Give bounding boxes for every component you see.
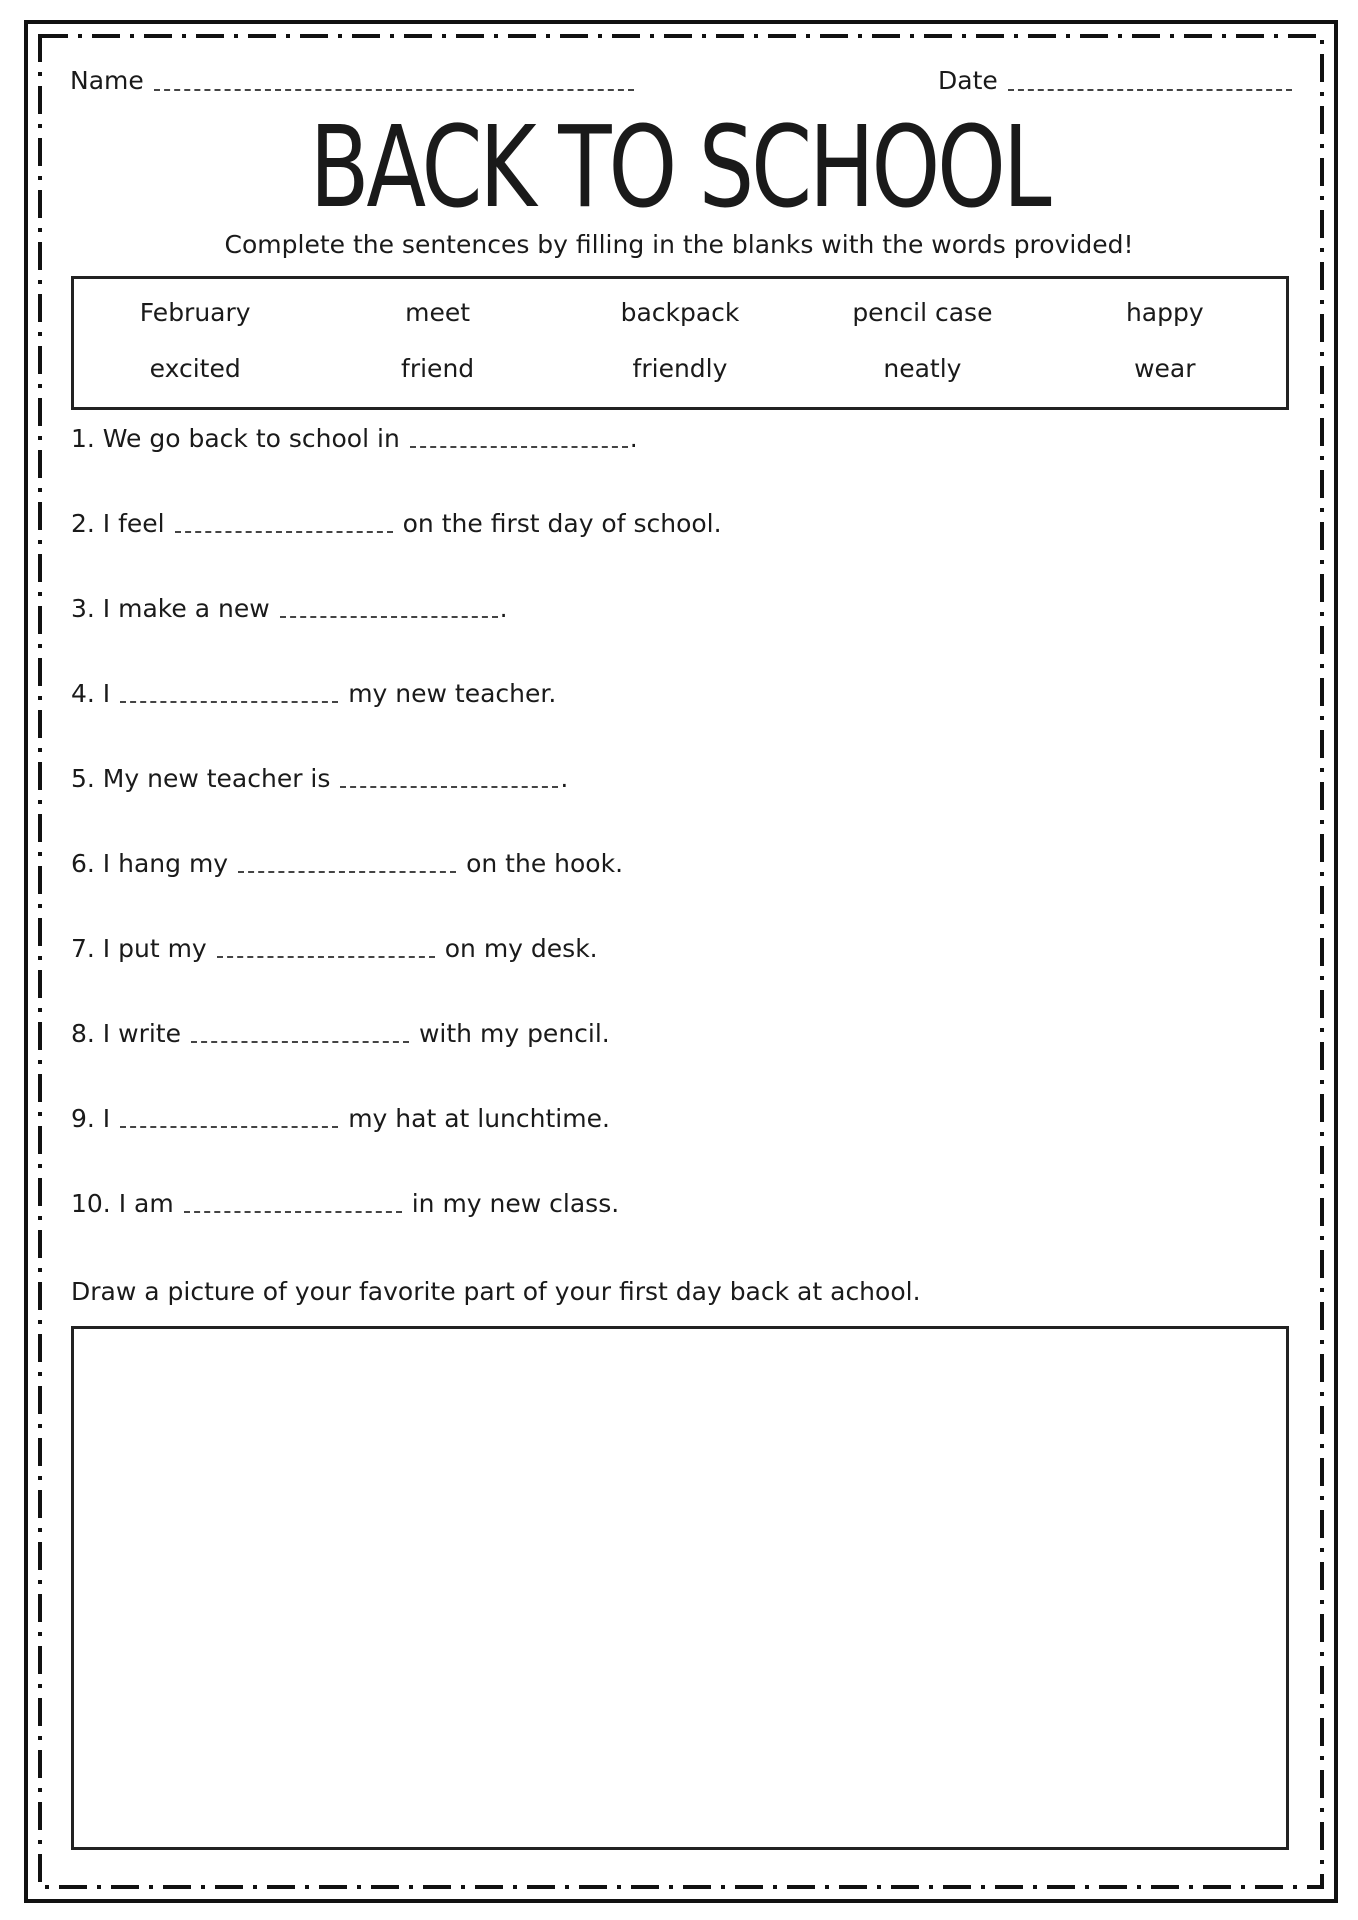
instructions: Complete the sentences by filling in the blanks with the words provided!	[224, 230, 1134, 259]
answer-blank[interactable]	[120, 1104, 338, 1128]
sentence-text: on the hook.	[466, 849, 624, 878]
name-label: Name	[70, 66, 144, 95]
word-bank-item: neatly	[883, 354, 962, 383]
sentence-text: .	[560, 764, 569, 793]
sentence-text: on the first day of school.	[402, 509, 722, 538]
word-bank-item: excited	[149, 354, 241, 383]
sentence-text: 2. I feel	[71, 509, 165, 538]
sentence-text: .	[629, 424, 638, 453]
word-bank-item: happy	[1125, 298, 1204, 327]
answer-blank[interactable]	[175, 509, 393, 533]
answer-blank[interactable]	[340, 764, 558, 788]
sentence-9	[71, 1104, 1289, 1189]
sentence-4	[71, 679, 1289, 764]
answer-blank[interactable]	[184, 1189, 402, 1213]
sentence-text: with my pencil.	[418, 1019, 610, 1048]
word-bank-item: February	[139, 298, 251, 327]
sentence-text: in my new class.	[411, 1189, 620, 1218]
sentence-text: 10. I am	[71, 1189, 174, 1218]
answer-blank[interactable]	[410, 424, 628, 448]
sentence-text: 6. I hang my	[71, 849, 229, 878]
sentence-text: my new teacher.	[348, 679, 557, 708]
sentence-10	[71, 1189, 1289, 1274]
sentence-text: 3. I make a new	[71, 594, 270, 623]
sentence-text: 7. I put my	[71, 934, 207, 963]
sentence-text: .	[499, 594, 508, 623]
sentence-text: 8. I write	[71, 1019, 181, 1048]
answer-blank[interactable]	[191, 1019, 409, 1043]
answer-blank[interactable]	[280, 594, 498, 618]
sentence-list	[71, 424, 1289, 1274]
word-bank-item: friendly	[632, 354, 728, 383]
word-bank-item: meet	[405, 298, 471, 327]
header-row	[70, 66, 1288, 106]
answer-blank[interactable]	[238, 849, 456, 873]
answer-blank[interactable]	[217, 934, 435, 958]
date-label: Date	[938, 66, 998, 95]
date-field[interactable]	[938, 66, 1292, 95]
word-bank	[71, 276, 1289, 410]
worksheet-title: BACK TO SCHOOL	[309, 103, 1049, 233]
sentence-text: 4. I	[71, 679, 111, 708]
drawing-prompt: Draw a picture of your favorite part of your first day back at achool.	[71, 1277, 921, 1306]
word-bank-item: wear	[1134, 354, 1196, 383]
answer-blank[interactable]	[120, 679, 338, 703]
sentence-text: 9. I	[71, 1104, 111, 1133]
sentence-text: 5. My new teacher is	[71, 764, 331, 793]
sentence-5	[71, 764, 1289, 849]
sentence-2	[71, 509, 1289, 594]
sentence-1	[71, 424, 1289, 509]
word-bank-item: pencil case	[852, 298, 993, 327]
name-field[interactable]	[70, 66, 634, 95]
name-line[interactable]	[154, 67, 634, 91]
date-line[interactable]	[1008, 67, 1292, 91]
sentence-text: my hat at lunchtime.	[348, 1104, 610, 1133]
sentence-3	[71, 594, 1289, 679]
sentence-text: 1. We go back to school in	[71, 424, 400, 453]
word-bank-item: backpack	[620, 298, 740, 327]
sentence-text: on my desk.	[444, 934, 598, 963]
word-bank-item: friend	[401, 354, 475, 383]
sentence-8	[71, 1019, 1289, 1104]
drawing-box[interactable]	[71, 1326, 1289, 1850]
sentence-7	[71, 934, 1289, 1019]
sentence-6	[71, 849, 1289, 934]
